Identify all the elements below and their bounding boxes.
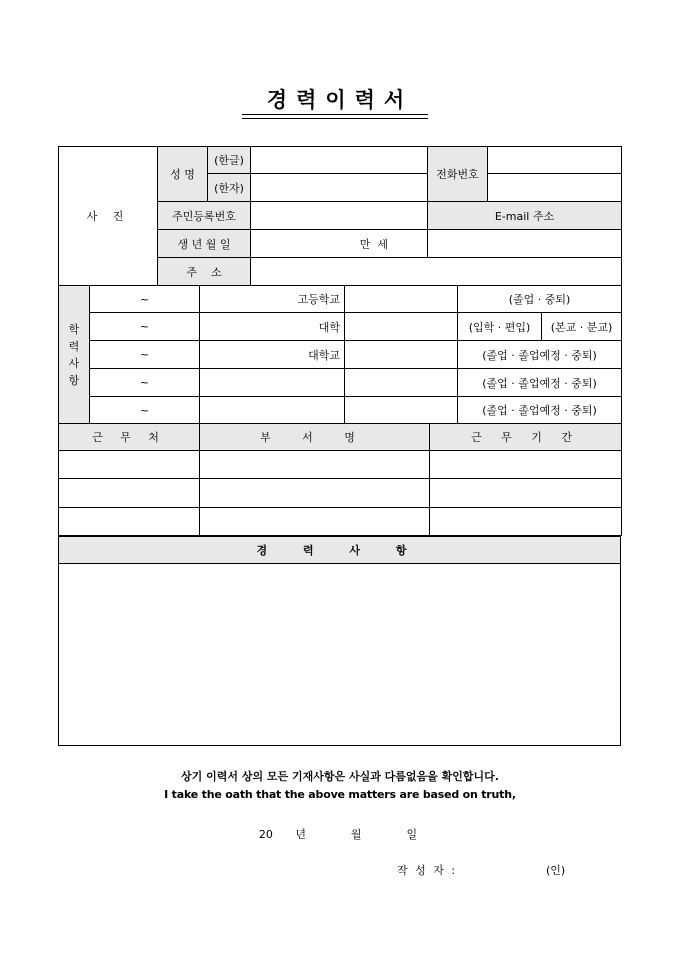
title-underline-secondary: [242, 118, 428, 119]
education-section-label: [59, 286, 90, 424]
edu-school[interactable]: 대학: [200, 313, 345, 341]
date-line[interactable]: 20 년 월 일: [258, 828, 418, 841]
phone-label: 전화번호: [428, 147, 488, 202]
career-detail-field[interactable]: [59, 564, 621, 746]
work-period-header: 근 무 기 간: [430, 424, 622, 451]
edu-period[interactable]: ~: [90, 369, 200, 397]
statement-english: I take the oath that the above matters are based on truth,: [164, 788, 516, 801]
work-place-field[interactable]: [59, 479, 200, 507]
career-header: 경 력 사 항: [59, 537, 621, 564]
work-place-field[interactable]: [59, 451, 200, 479]
phone-field-2[interactable]: [488, 174, 622, 202]
edu-period[interactable]: ~: [90, 397, 200, 424]
education-table: [58, 285, 622, 424]
hanja-label: (한자): [208, 174, 251, 202]
edu-status[interactable]: (졸업 · 졸업예정 · 중퇴): [458, 341, 622, 369]
address-field[interactable]: [251, 258, 622, 286]
edu-period[interactable]: ~: [90, 313, 200, 341]
statement-korean: 상기 이력서 상의 모든 기재사항은 사실과 다름없음을 확인합니다.: [181, 770, 499, 783]
work-dept-field[interactable]: [200, 451, 430, 479]
edu-major[interactable]: [345, 397, 458, 424]
edu-period[interactable]: ~: [90, 341, 200, 369]
education-section-text: 학 력 사 항: [68, 322, 80, 387]
birth-date-label: 생 년 월 일: [158, 230, 251, 258]
edu-campus[interactable]: (본교 · 분교): [542, 313, 622, 341]
edu-status[interactable]: (입학 · 편입): [458, 313, 542, 341]
work-dept-header: 부 서 명: [200, 424, 430, 451]
edu-school[interactable]: 대학교: [200, 341, 345, 369]
personal-info-table: [58, 146, 622, 286]
edu-major[interactable]: [345, 369, 458, 397]
document-title: 경력이력서: [266, 88, 414, 112]
hangul-label: (한글): [208, 147, 251, 174]
age-label: 만 세: [359, 237, 389, 251]
work-period-field[interactable]: [430, 451, 622, 479]
edu-status[interactable]: (졸업 · 졸업예정 · 중퇴): [458, 369, 622, 397]
title-underline: [242, 114, 428, 115]
name-hangul-field[interactable]: [251, 147, 428, 174]
edu-major[interactable]: [345, 286, 458, 313]
address-label: 주 소: [158, 258, 251, 286]
id-number-label: 주민등록번호: [158, 202, 251, 230]
work-period-field[interactable]: [430, 479, 622, 507]
edu-major[interactable]: [345, 341, 458, 369]
work-history-table: [58, 423, 622, 536]
work-place-header: 근 무 처: [59, 424, 200, 451]
edu-school[interactable]: 고등학교: [200, 286, 345, 313]
name-label: 성 명: [158, 147, 208, 202]
phone-field-1[interactable]: [488, 147, 622, 174]
edu-status[interactable]: (졸업 · 졸업예정 · 중퇴): [458, 397, 622, 424]
edu-major[interactable]: [345, 313, 458, 341]
career-table: [58, 536, 621, 746]
photo-box[interactable]: 사 진: [59, 147, 158, 286]
edu-period[interactable]: ~: [90, 286, 200, 313]
seal-mark: (인): [546, 864, 566, 877]
author-field[interactable]: [462, 858, 540, 878]
email-field[interactable]: [428, 230, 622, 258]
edu-status[interactable]: (졸업 · 중퇴): [458, 286, 622, 313]
work-dept-field[interactable]: [200, 507, 430, 535]
work-period-field[interactable]: [430, 507, 622, 535]
work-dept-field[interactable]: [200, 479, 430, 507]
edu-school[interactable]: [200, 369, 345, 397]
id-number-field[interactable]: [251, 202, 428, 230]
edu-school[interactable]: [200, 397, 345, 424]
email-label: E-mail 주소: [428, 202, 622, 230]
work-place-field[interactable]: [59, 507, 200, 535]
birth-date-field[interactable]: [251, 230, 428, 258]
author-label: 작 성 자 :: [397, 864, 458, 877]
name-hanja-field[interactable]: [251, 174, 428, 202]
